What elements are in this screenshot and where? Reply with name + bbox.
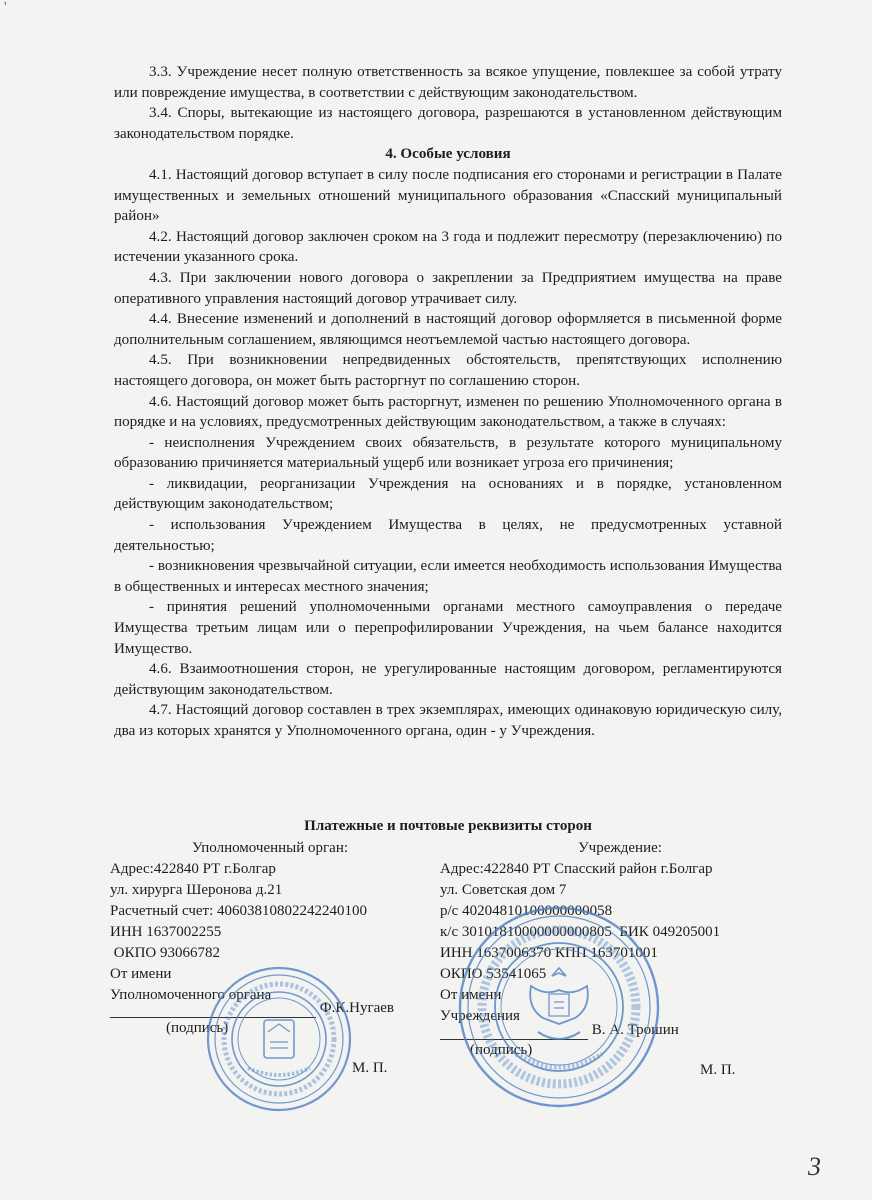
clause-3-4: 3.4. Споры, вытекающие из настоящего договора, разрешаются в установленном действующим законодательством порядке. — [114, 105, 782, 142]
condition-item: - ликвидации, реорганизации Учреждения на основаниях и в порядке, установленном действующим законодательством; — [114, 475, 782, 513]
clause-4-6: 4.6. Настоящий договор может быть расторгнут, изменен по решению Уполномоченного органа в порядке и на условиях, предусмотренных действующим законодательством, а также в случаях: — [114, 393, 782, 431]
right-rs: р/с 40204810100000000058 — [440, 903, 613, 919]
condition-item: - неисполнения Учреждением своих обязательств, в результате которого муниципальному образованию причиняется материальный ущерб или возникает угроза его причинения; — [114, 434, 782, 472]
clause-4-6-relations: 4.6. Взаимоотношения сторон, не урегулированные настоящим договором, регламентируются действующим законодательством. — [114, 661, 782, 698]
condition-item: - возникновения чрезвычайной ситуации, если имеется необходимость использования Имущества в общественных и интересах местного значения; — [114, 558, 782, 595]
left-signer-name: Ф.К.Нугаев — [319, 1000, 394, 1016]
clause-4-4: 4.4. Внесение изменений и дополнений в настоящий договор оформляется в письменной форме дополнительным соглашением, являющимся неотъемлемой частью настоящего договора. — [114, 311, 782, 348]
institution-stamp-icon — [456, 904, 662, 1110]
clause-4-2: 4.2. Настоящий договор заключен сроком на 3 года и подлежит пересмотру (перезаключению) по истечении указанного срока. — [114, 228, 782, 266]
clause-3-3: 3.3. Учреждение несет полную ответственность за всякое упущение, повлекшее за собой утрату или повреждение имущества, в соответствии с действующим законодательством. — [114, 64, 782, 101]
left-on-behalf: От имени — [110, 966, 172, 982]
left-org: Уполномоченного органа — [110, 987, 272, 1003]
right-party-title: Учреждение: — [578, 840, 662, 856]
right-address-line2: ул. Советская дом 7 — [440, 882, 567, 898]
left-party-title: Уполномоченный орган: — [191, 840, 349, 856]
left-address-line1: Адрес:422840 РТ г.Болгар — [110, 861, 276, 877]
corner-mark: ' — [4, 0, 7, 15]
municipal-stamp-icon — [204, 964, 354, 1114]
clause-4-1: 4.1. Настоящий договор вступает в силу после подписания его сторонами и регистрации в Палате имущественных и земельных отношений муниципального образования «Спасский муниципальный район» — [114, 166, 782, 225]
section-4-title: 4. Особые условия — [385, 146, 511, 163]
contract-body — [114, 62, 782, 742]
right-okpo: ОКПО 53541065 — [440, 966, 547, 982]
right-address-line1: Адрес:422840 РТ Спасский район г.Болгар — [440, 861, 713, 877]
left-address-line2: ул. хирурга Шеронова д.21 — [110, 882, 283, 898]
condition-item: - принятия решений уполномоченными органами местного самоуправления о передаче Имущества третьим лицам или о перепрофилировании Учреждения, на чьем балансе находится Имущество. — [114, 599, 782, 657]
right-signature-label: (подпись) — [470, 1042, 533, 1058]
right-org: Учреждения — [440, 1008, 520, 1024]
clause-4-7: 4.7. Настоящий договор составлен в трех экземплярах, имеющих одинаковую юридическую силу, два из которых хранятся у Уполномоченного органа, один - у Учреждения. — [114, 702, 782, 739]
left-account: Расчетный счет: 40603810802242240100 — [110, 903, 368, 919]
clause-4-3: 4.3. При заключении нового договора о закреплении за Предприятием имущества на праве оперативного управления настоящий договор утрачивает силу. — [114, 269, 782, 307]
right-ks-bik: к/с 30101810000000000805 БИК 049205001 — [440, 924, 721, 940]
requisites-title: Платежные и почтовые реквизиты сторон — [304, 818, 592, 834]
left-okpo: ОКПО 93066782 — [110, 945, 221, 961]
left-stamp-place: М. П. — [352, 1060, 388, 1076]
left-inn: ИНН 1637002255 — [110, 924, 222, 940]
page-number: 3 — [808, 1152, 821, 1181]
left-signature-label: (подпись) — [166, 1020, 229, 1036]
condition-item: - использования Учреждением Имущества в целях, не предусмотренных уставной деятельностью; — [114, 517, 782, 554]
right-signer-name: В. А. Трошин — [591, 1022, 679, 1038]
right-on-behalf: От имени — [440, 987, 502, 1003]
right-stamp-place: М. П. — [700, 1062, 736, 1078]
right-inn-kpp: ИНН 1637006370 КПП 163701001 — [440, 945, 658, 961]
clause-4-5: 4.5. При возникновении непредвиденных обстоятельств, препятствующих исполнению настоящего договора, он может быть расторгнут по соглашению сторон. — [114, 352, 782, 389]
